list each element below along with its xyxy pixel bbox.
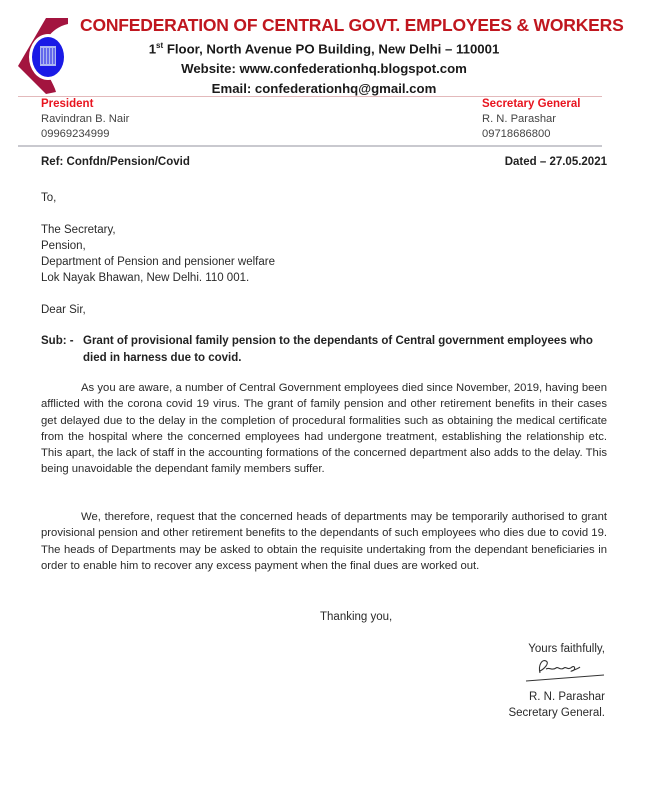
signer-name: R. N. Parashar <box>528 691 605 703</box>
president-name: Ravindran B. Nair <box>41 113 130 125</box>
subject-text: Grant of provisional family pension to the dependants of Central government employees who died in harness due to covid. <box>83 335 593 364</box>
signer-block <box>470 689 605 721</box>
letter-date: Dated – 27.05.2021 <box>504 156 607 168</box>
paragraph-text: We, therefore, request that the concerned heads of departments may be temporarily authorised to grant provisional pension and other retirement benefits to the dependants of such employees who dies due to covid 19. The heads of Departments may be asked to obtain the requisite undertaking from the dependant beneficiaries in order to enable him to recover any excess payment when the final dues are worked out. <box>41 511 607 572</box>
paragraph-text: As you are aware, a number of Central Government employees died since November, 2019, having been afflicted with the corona covid 19 virus. The grant of family pension and other retirement benefits in their cases get delayed due to the delay in the completion of procedural formalities such as obtaining the medical certificate from the hospital where the concerned employees had undergone treatment, establishing the relationship etc. This apart, the lack of staff in the accounting formations of the concerned department also adds to the delay. This being unavoidable the dependant family members suffer. <box>41 382 607 476</box>
postal-address <box>0 41 648 56</box>
secretary-general-phone: 09718686800 <box>482 128 551 140</box>
secretary-general-label: Secretary General <box>482 98 581 110</box>
to-label: To, <box>41 192 57 204</box>
recipient-address <box>41 222 275 286</box>
president-phone: 09969234999 <box>41 128 110 140</box>
header-divider-bottom <box>18 145 602 147</box>
valediction: Yours faithfully, <box>528 643 605 655</box>
address-ordinal: 1 <box>148 41 157 57</box>
president-block <box>41 97 129 142</box>
body-paragraph-2 <box>41 509 607 574</box>
email-line[interactable]: Email: confederationhq@gmail.com <box>211 81 437 96</box>
website-line[interactable]: Website: www.confederationhq.blogspot.com <box>181 61 467 76</box>
recipient-line: Lok Nayak Bhawan, New Delhi. 110 001. <box>41 272 250 284</box>
body-paragraph-1 <box>41 380 607 478</box>
secretary-general-name: R. N. Parashar <box>482 113 556 125</box>
signer-title: Secretary General. <box>508 707 605 719</box>
secretary-general-block <box>482 97 580 142</box>
signature-icon <box>520 655 610 683</box>
reference-row <box>41 156 607 168</box>
president-label: President <box>41 98 94 110</box>
recipient-line: The Secretary, <box>41 224 116 236</box>
reference-number: Ref: Confdn/Pension/Covid <box>41 156 190 168</box>
address-rest: Floor, North Avenue PO Building, New Delhi – 110001 <box>163 41 500 57</box>
recipient-line: Pension, <box>41 240 86 252</box>
subject-label: Sub: - <box>41 335 74 347</box>
address-ordinal-suffix: st <box>156 41 164 50</box>
organization-name: CONFEDERATION OF CENTRAL GOVT. EMPLOYEES & WORKERS <box>80 15 624 35</box>
recipient-line: Department of Pension and pensioner welfare <box>41 256 275 268</box>
subject-line <box>41 333 607 367</box>
salutation: Dear Sir, <box>41 304 86 316</box>
thanks-line: Thanking you, <box>320 611 393 623</box>
